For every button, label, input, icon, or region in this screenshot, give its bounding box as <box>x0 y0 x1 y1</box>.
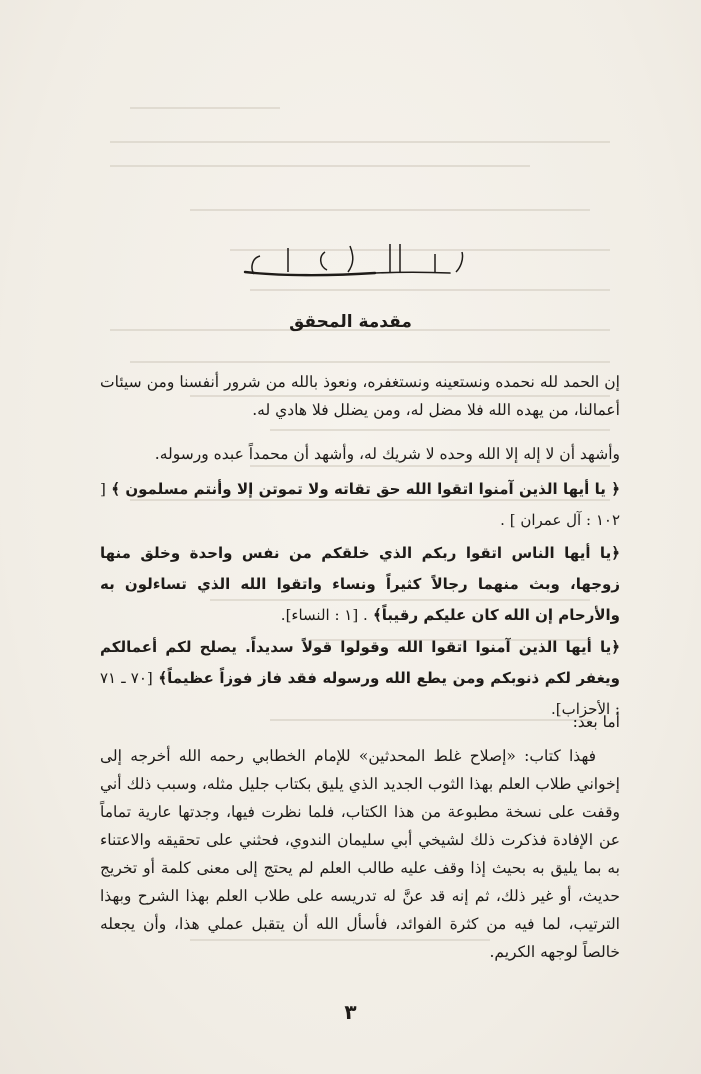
verse-reference: . [١ : النساء]. <box>280 606 368 624</box>
section-heading: مقدمة المحقق <box>289 312 412 332</box>
verse-reference: [ ١٠٢ : آل عمران ] . <box>100 480 620 529</box>
bismillah-calligraphy <box>200 232 500 292</box>
paragraph-shahada <box>100 440 620 468</box>
paragraph-text: وأشهد أن لا إله إلا الله وحده لا شريك له، وأشهد أن محمداً عبده ورسوله. <box>154 445 620 463</box>
page-number: ٣ <box>344 1000 357 1024</box>
verse-text: ﴿يا أيها الناس اتقوا ربكم الذي خلقكم من نفس واحدة وخلق منها زوجها، وبث منهما رجالاً كثيراً ونساء واتقوا الله الذي تساءلون به والأرحام إن الله كان عليكم رقيباً﴾ <box>100 544 620 624</box>
verse-al-imran <box>100 474 620 536</box>
verse-text: ﴿يا أيها الذين آمنوا اتقوا الله وقولوا قولاً سديداً. يصلح لكم أعمالكم ويغفر لكم ذنوبكم ومن يطع الله ورسوله فقد فاز فوزاً عظيماً﴾ <box>100 638 620 687</box>
paragraph-opening <box>100 368 620 424</box>
amma-bad <box>100 708 620 736</box>
verse-text: ﴿ يا أيها الذين آمنوا اتقوا الله حق تقاته ولا تموتن إلا وأنتم مسلمون ﴾ <box>111 480 620 498</box>
paragraph-text: أما بعد: <box>572 713 620 731</box>
paragraph-text: إن الحمد لله نحمده ونستعينه ونستغفره، ونعوذ بالله من شرور أنفسنا ومن سيئات أعمالنا، من يهده الله فلا مضل له، ومن يضلل فلا هادي له. <box>100 373 620 419</box>
paragraph-book-intro <box>100 742 620 966</box>
paragraph-text: فهذا كتاب: «إصلاح غلط المحدثين» للإمام الخطابي رحمه الله أخرجه إلى إخواني طلاب العلم بهذا الثوب الجديد الذي يليق بكتاب جليل مثله، وسبب ذلك أني وقفت على نسخة مطبوعة من هذا الكتاب، فلما نظرت فيها، وجدتها عارية تماماً عن الإفادة فذكرت ذلك لشيخي أبي سليمان الندوي، فحثني على تحقيقه والاعتناء به بما يليق به بحيث إذا وقف عليه طالب العلم لم يحتج إلى معنى كلمة أو تخريج حديث، أو غير ذلك، ثم إنه قد عنَّ له تدريسه على طلاب العلم بهذا الشرح وبهذا الترتيب، لما فيه من كثرة الفوائد، فأسأل الله أن يتقبل عملي هذا، وأن يجعله خالصاً لوجهه الكريم. <box>100 747 620 961</box>
verse-an-nisa <box>100 538 620 631</box>
verse-reference: [٧٠ ـ ٧١ : الأحزاب]. <box>100 669 620 718</box>
